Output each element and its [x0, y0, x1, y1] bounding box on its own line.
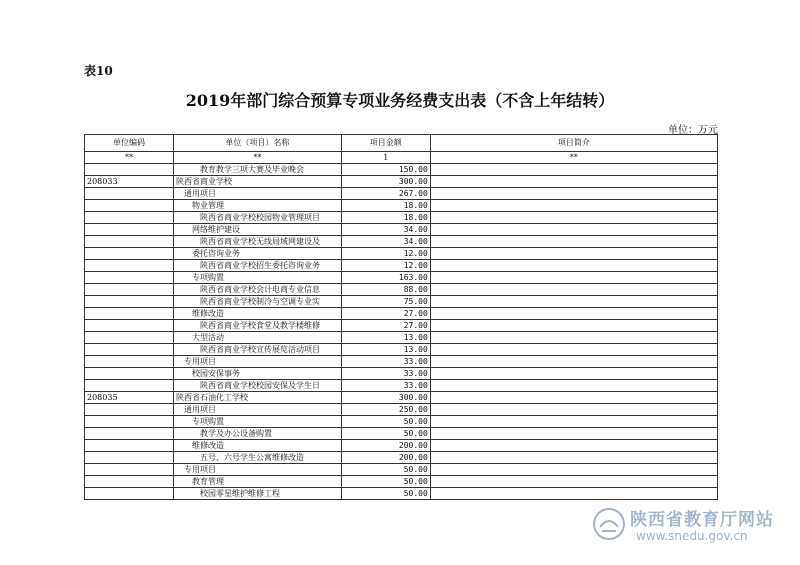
watermark [592, 503, 782, 549]
cell-amount: 33.00 [341, 380, 430, 392]
cell-amount: 12.00 [341, 248, 430, 260]
cell-name: 陕西省商业学校无线局域网建设及 [173, 236, 341, 248]
table-row [85, 392, 718, 404]
cell-code [85, 476, 174, 488]
cell-desc [430, 392, 717, 404]
cell-desc [430, 296, 717, 308]
unit-label: 单位：万元 [668, 125, 718, 136]
cell-desc [430, 248, 717, 260]
cell-name: 专用项目 [173, 356, 341, 368]
cell-desc [430, 284, 717, 296]
table-row [85, 260, 718, 272]
subheader-amount: 1 [341, 152, 430, 164]
cell-name: 通用项目 [173, 404, 341, 416]
cell-desc [430, 320, 717, 332]
cell-desc [430, 200, 717, 212]
cell-desc [430, 188, 717, 200]
cell-code: 208035 [85, 392, 174, 404]
header-row [85, 135, 718, 152]
cell-name: 教育教学三项大赛及毕业晚会 [173, 164, 341, 176]
cell-code [85, 440, 174, 452]
table-row [85, 188, 718, 200]
cell-amount: 250.00 [341, 404, 430, 416]
cell-name: 专项购置 [173, 416, 341, 428]
table-row [85, 272, 718, 284]
cell-name: 陕西省商业学校 [173, 176, 341, 188]
cell-desc [430, 416, 717, 428]
cell-code [85, 452, 174, 464]
cell-desc [430, 368, 717, 380]
cell-name: 专用项目 [173, 464, 341, 476]
cell-amount: 163.00 [341, 272, 430, 284]
cell-amount: 34.00 [341, 224, 430, 236]
cell-code [85, 404, 174, 416]
table-row [85, 224, 718, 236]
cell-name: 校园安保事务 [173, 368, 341, 380]
cell-desc [430, 488, 717, 500]
cell-code [85, 272, 174, 284]
cell-code [85, 284, 174, 296]
cell-code [85, 332, 174, 344]
watermark-url: www.snedu.gov.cn [636, 529, 748, 543]
cell-amount: 150.00 [341, 164, 430, 176]
cell-code [85, 488, 174, 500]
cell-name: 陕西省石油化工学校 [173, 392, 341, 404]
cell-name: 专项购置 [173, 272, 341, 284]
cell-amount: 50.00 [341, 464, 430, 476]
watermark-text: 陕西省教育厅网站 [630, 510, 774, 530]
cell-code [85, 296, 174, 308]
cell-code [85, 260, 174, 272]
cell-amount: 75.00 [341, 296, 430, 308]
cell-desc [430, 164, 717, 176]
cell-name: 五号、六号学生公寓维修改造 [173, 452, 341, 464]
cell-name: 教学及办公设备购置 [173, 428, 341, 440]
cell-name: 陕西省商业学校校园安保及学生日 [173, 380, 341, 392]
header-amount: 项目金额 [341, 135, 430, 152]
cell-amount: 200.00 [341, 440, 430, 452]
cell-code [85, 380, 174, 392]
table-row [85, 200, 718, 212]
cell-desc [430, 404, 717, 416]
cell-desc [430, 260, 717, 272]
cell-code [85, 344, 174, 356]
cell-code: 208033 [85, 176, 174, 188]
cell-name: 维修改造 [173, 440, 341, 452]
table-row [85, 344, 718, 356]
cell-amount: 300.00 [341, 176, 430, 188]
table-row [85, 488, 718, 500]
cell-code [85, 236, 174, 248]
cell-name: 网络维护建设 [173, 224, 341, 236]
cell-amount: 267.00 [341, 188, 430, 200]
cell-name: 陕西省商业学校食堂及教学楼维修 [173, 320, 341, 332]
cell-code [85, 224, 174, 236]
cell-name: 物业管理 [173, 200, 341, 212]
cell-amount: 50.00 [341, 428, 430, 440]
edu-bureau-logo-icon [592, 507, 626, 541]
table-row [85, 164, 718, 176]
table-row [85, 452, 718, 464]
cell-name: 陕西省商业学校招生委托咨询业务 [173, 260, 341, 272]
table-row [85, 476, 718, 488]
cell-name: 陕西省商业学校会计电商专业信息 [173, 284, 341, 296]
header-code: 单位编码 [85, 135, 174, 152]
cell-code [85, 188, 174, 200]
page-title: 2019年部门综合预算专项业务经费支出表（不含上年结转） [185, 91, 615, 110]
table-row [85, 356, 718, 368]
cell-code [85, 212, 174, 224]
expenditure-table [84, 134, 718, 500]
table-row [85, 416, 718, 428]
cell-code [85, 320, 174, 332]
cell-name: 委托咨询业务 [173, 248, 341, 260]
cell-desc [430, 212, 717, 224]
cell-amount: 18.00 [341, 212, 430, 224]
cell-code [85, 308, 174, 320]
cell-name: 通用项目 [173, 188, 341, 200]
cell-code [85, 248, 174, 260]
cell-desc [430, 332, 717, 344]
cell-name: 教育管理 [173, 476, 341, 488]
cell-desc [430, 464, 717, 476]
cell-amount: 13.00 [341, 344, 430, 356]
sheet-label: 表10 [84, 64, 113, 78]
cell-amount: 34.00 [341, 236, 430, 248]
cell-code [85, 464, 174, 476]
table-body [85, 164, 718, 500]
cell-desc [430, 380, 717, 392]
table-row [85, 320, 718, 332]
table-row [85, 308, 718, 320]
cell-amount: 50.00 [341, 416, 430, 428]
header-desc: 项目简介 [430, 135, 717, 152]
cell-desc [430, 236, 717, 248]
cell-desc [430, 440, 717, 452]
cell-desc [430, 428, 717, 440]
cell-code [85, 356, 174, 368]
cell-amount: 33.00 [341, 356, 430, 368]
cell-amount: 27.00 [341, 320, 430, 332]
cell-code [85, 428, 174, 440]
cell-desc [430, 176, 717, 188]
cell-code [85, 200, 174, 212]
cell-amount: 13.00 [341, 332, 430, 344]
table-row [85, 380, 718, 392]
cell-name: 大型活动 [173, 332, 341, 344]
table-row [85, 236, 718, 248]
table-row [85, 428, 718, 440]
cell-amount: 27.00 [341, 308, 430, 320]
cell-code [85, 164, 174, 176]
cell-amount: 18.00 [341, 200, 430, 212]
table-row [85, 296, 718, 308]
cell-desc [430, 356, 717, 368]
cell-name: 陕西省商业学校宣传展览活动项目 [173, 344, 341, 356]
cell-desc [430, 452, 717, 464]
table-row [85, 368, 718, 380]
cell-desc [430, 344, 717, 356]
table-row [85, 440, 718, 452]
header-name: 单位（项目）名称 [173, 135, 341, 152]
cell-code [85, 416, 174, 428]
table-row [85, 464, 718, 476]
cell-desc [430, 308, 717, 320]
cell-desc [430, 476, 717, 488]
cell-name: 校园零星维护维修工程 [173, 488, 341, 500]
table-row [85, 284, 718, 296]
cell-desc [430, 272, 717, 284]
cell-amount: 88.00 [341, 284, 430, 296]
cell-desc [430, 224, 717, 236]
cell-name: 陕西省商业学校校园物业管理项目 [173, 212, 341, 224]
subheader-desc: ** [430, 152, 717, 164]
table-row [85, 332, 718, 344]
cell-name: 维修改造 [173, 308, 341, 320]
cell-amount: 50.00 [341, 488, 430, 500]
cell-amount: 300.00 [341, 392, 430, 404]
table-row [85, 248, 718, 260]
cell-amount: 50.00 [341, 476, 430, 488]
table-row [85, 212, 718, 224]
table-row [85, 176, 718, 188]
table-row [85, 404, 718, 416]
cell-amount: 33.00 [341, 368, 430, 380]
cell-name: 陕西省商业学校制冷与空调专业实 [173, 296, 341, 308]
subheader-code: ** [85, 152, 174, 164]
cell-amount: 200.00 [341, 452, 430, 464]
subheader-name: ** [173, 152, 341, 164]
subheader-row [85, 152, 718, 164]
cell-amount: 12.00 [341, 260, 430, 272]
cell-code [85, 368, 174, 380]
